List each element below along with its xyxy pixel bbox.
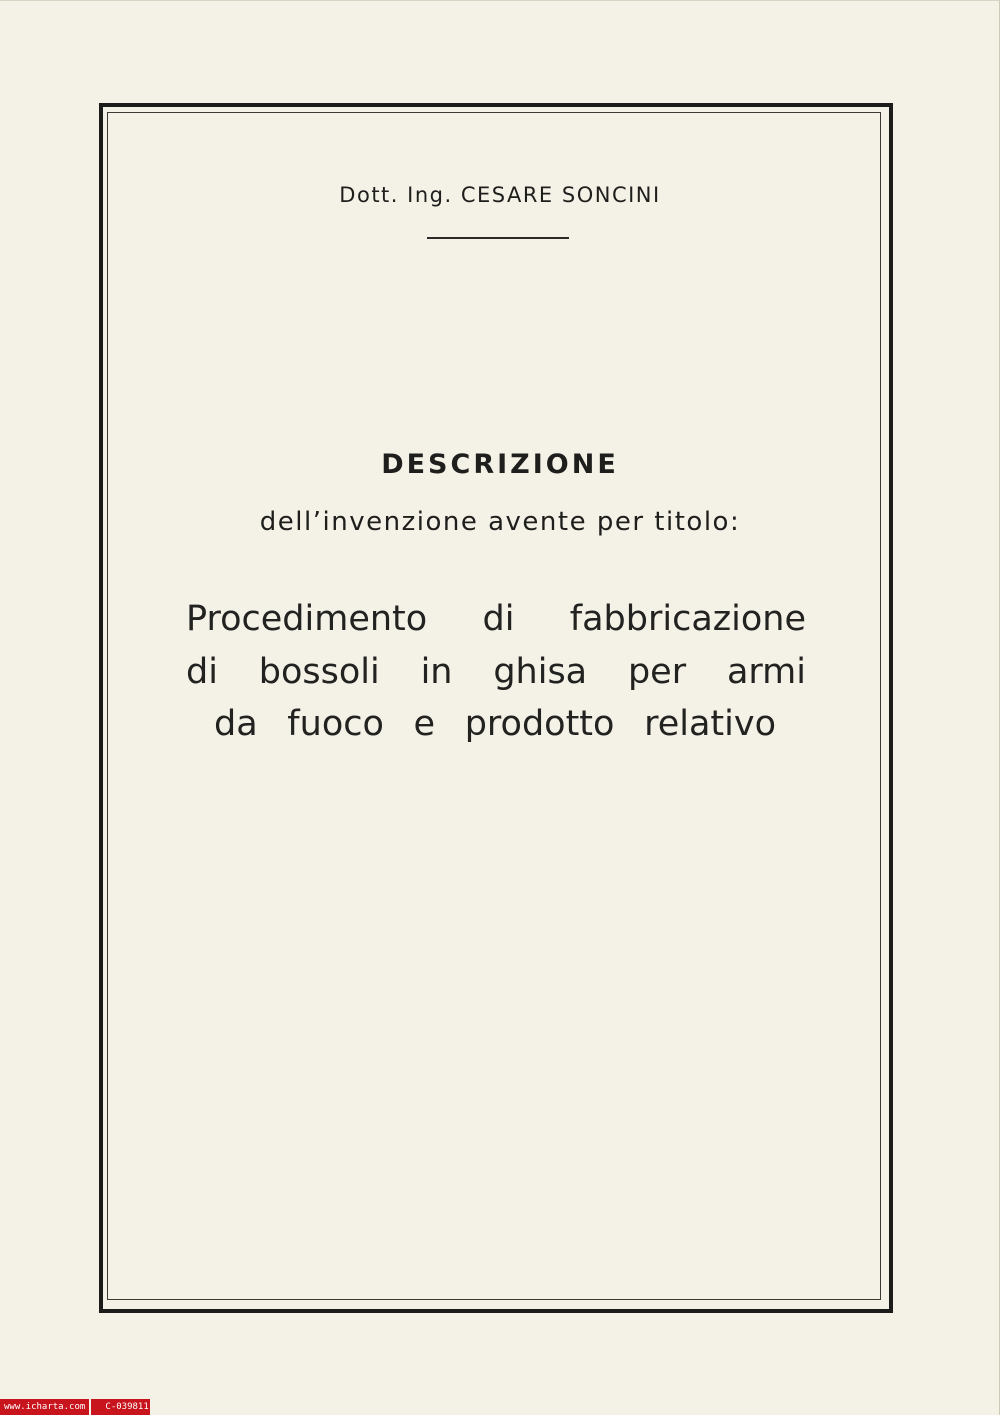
- invention-title-line-1: Procedimento di fabbricazione: [186, 599, 806, 639]
- watermark-code: C-039811: [89, 1399, 150, 1415]
- invention-title-line-3: da fuoco e prodotto relativo: [214, 704, 776, 744]
- divider-rule: [427, 237, 569, 239]
- invention-title-line-2: di bossoli in ghisa per armi: [186, 652, 806, 692]
- document-subheading: dell’invenzione avente per titolo:: [259, 507, 741, 537]
- document-heading: DESCRIZIONE: [381, 449, 619, 480]
- watermark-site: www.icharta.com: [0, 1399, 89, 1415]
- author-name: Dott. Ing. CESARE SONCINI: [339, 183, 661, 207]
- watermark-bar: [0, 1399, 150, 1415]
